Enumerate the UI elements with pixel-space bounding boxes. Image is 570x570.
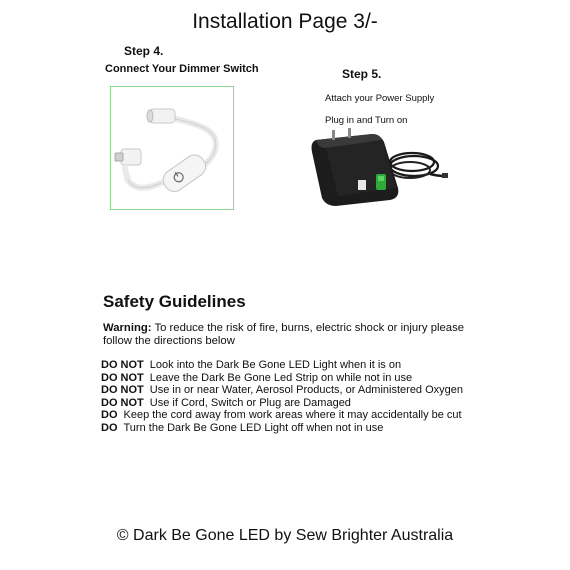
safety-rule	[101, 359, 463, 372]
step4-description: Connect Your Dimmer Switch	[105, 63, 259, 75]
dimmer-switch-illustration	[111, 87, 233, 209]
safety-rule	[101, 372, 463, 385]
step5-instruction-plug: Plug in and Turn on	[325, 115, 408, 126]
rule-text: Use in or near Water, Aerosol Products, or Administered Oxygen	[149, 384, 464, 397]
rule-prefix: DO NOT	[101, 384, 144, 397]
safety-rules-list	[101, 359, 463, 435]
power-supply-image	[302, 126, 452, 210]
rule-prefix: DO	[101, 409, 118, 422]
warning-paragraph	[103, 322, 493, 348]
safety-rule	[101, 397, 463, 410]
power-supply-illustration	[302, 126, 452, 210]
safety-rule	[101, 422, 463, 435]
step5-title: Step 5.	[342, 67, 382, 81]
rule-text: Leave the Dark Be Gone Led Strip on while not in use	[149, 371, 413, 384]
step5-instruction-attach: Attach your Power Supply	[325, 93, 435, 104]
rule-text: Use if Cord, Switch or Plug are Damaged	[149, 396, 351, 409]
rule-text: Look into the Dark Be Gone LED Light when it is on	[149, 359, 402, 371]
page-title: Installation Page 3/-	[192, 10, 378, 33]
rule-prefix: DO NOT	[101, 359, 144, 371]
warning-text: To reduce the risk of fire, burns, electric shock or injury please follow the directions below	[103, 322, 465, 347]
dimmer-switch-image	[110, 86, 234, 210]
safety-rule	[101, 409, 463, 422]
step4-title: Step 4.	[124, 44, 164, 58]
rule-prefix: DO	[101, 421, 118, 434]
warning-label: Warning:	[103, 322, 152, 334]
rule-prefix: DO NOT	[101, 396, 144, 409]
rule-prefix: DO NOT	[101, 371, 144, 384]
safety-heading: Safety Guidelines	[103, 292, 246, 311]
safety-rule	[101, 384, 463, 397]
rule-text: Keep the cord away from work areas where it may accidentally be cut	[123, 409, 462, 422]
footer-copyright: © Dark Be Gone LED by Sew Brighter Australia	[116, 527, 454, 544]
rule-text: Turn the Dark Be Gone LED Light off when not in use	[123, 421, 384, 434]
